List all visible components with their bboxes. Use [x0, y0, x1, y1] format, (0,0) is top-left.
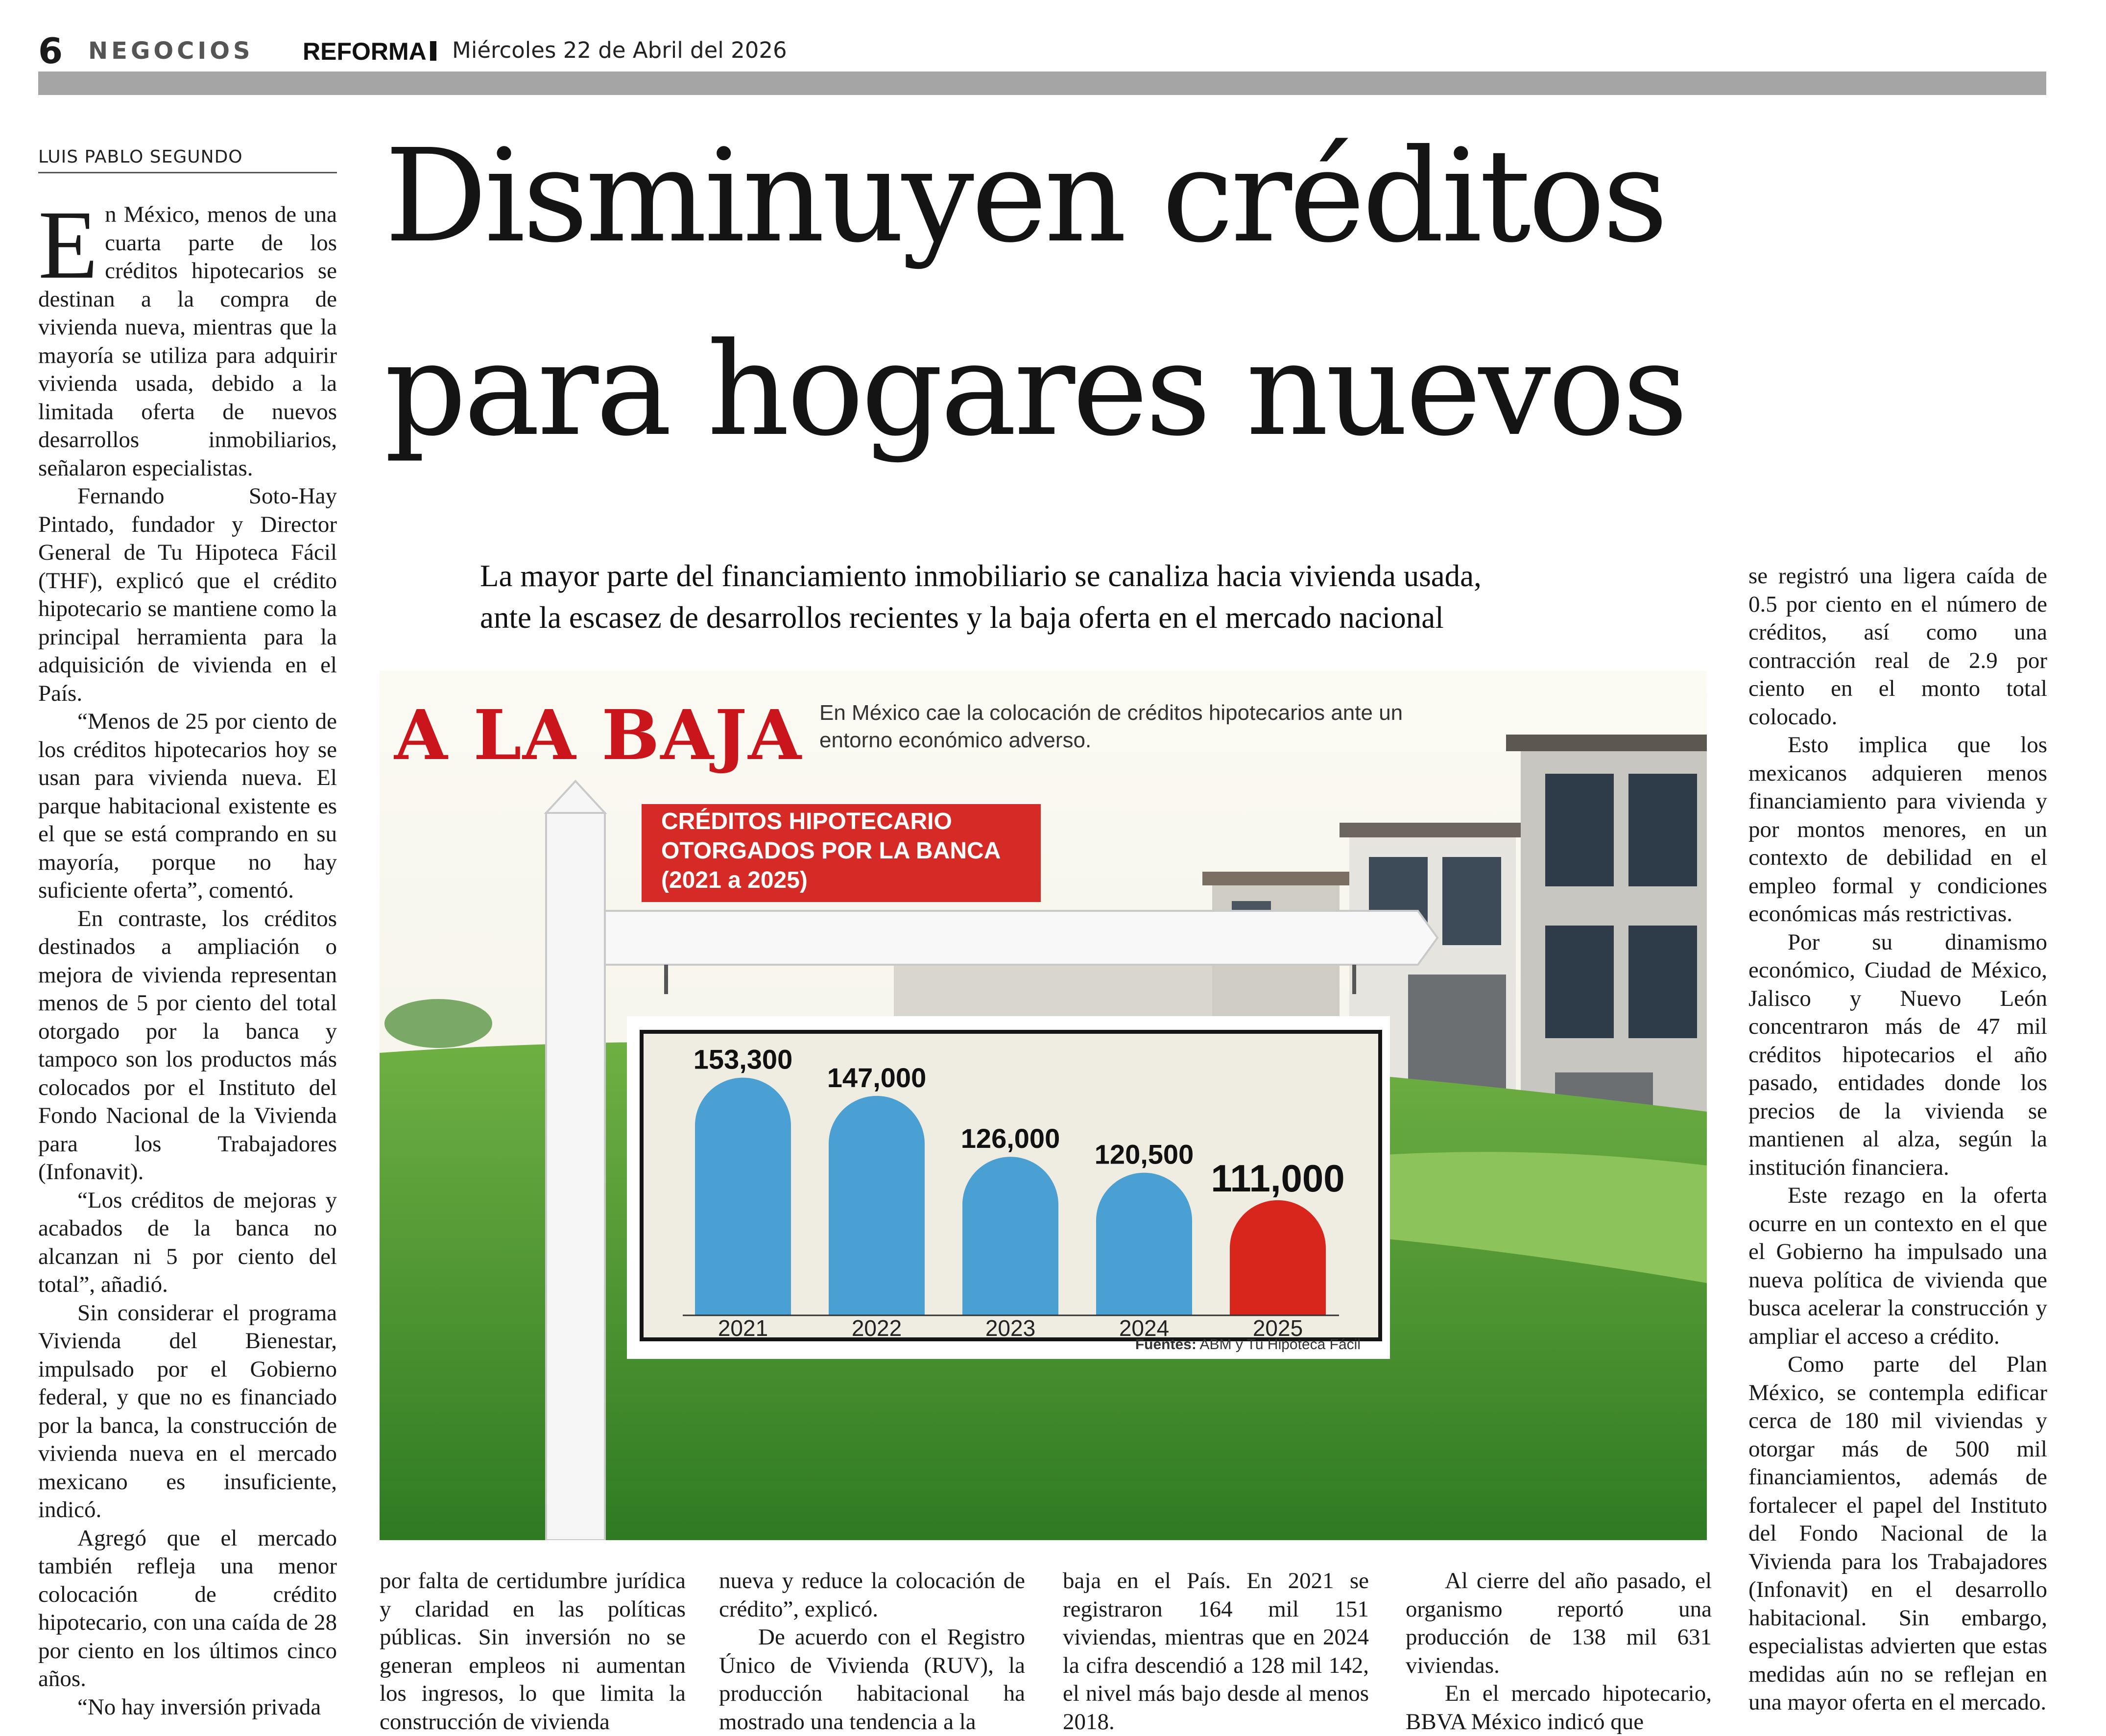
chart-panel	[640, 1030, 1382, 1341]
bar-value-label: 111,000	[1211, 1156, 1345, 1200]
sign-board	[627, 1016, 1390, 1359]
x-tick-label: 2021	[718, 1315, 768, 1337]
paragraph: Como parte del Plan México, se contempla edificar cerca de 180 mil viviendas y otorgar más de 500 mil financiamientos, además de fortalecer el papel del Instituto del Fondo Nacional de la Vivienda para los Trabajadores (Infonavit) en el desarrollo habitacional. Sin embargo, especialistas advierten que estas medidas aún no se reflejan en una mayor oferta en el mercado.	[1748, 1352, 2047, 1715]
deck-line-2: ante la escasez de desarrollos recientes y la baja oferta en el mercado nacional	[480, 600, 1444, 635]
paragraph-text: n México, menos de una cuarta parte de los créditos hipotecarios se destinan a la compra de vivienda nueva, mientras que la mayoría se utiliza para adquirir vivienda usada, debido a la limitada oferta de nuevos desarrollos inmobiliarios, señalaron especialistas.	[38, 202, 337, 481]
page-header	[38, 30, 2046, 74]
headline-line-1: Disminuyen créditos	[384, 121, 1666, 271]
chart-title-line-2: OTORGADOS POR LA BANCA	[661, 838, 1001, 864]
bar-value-label: 147,000	[827, 1062, 927, 1093]
article-column-3	[719, 1567, 1025, 1736]
deck-line-1: La mayor parte del financiamiento inmobiliario se canaliza hacia vivienda usada,	[480, 559, 1482, 593]
paragraph	[38, 191, 337, 482]
x-tick-label: 2025	[1252, 1315, 1303, 1337]
chart-source	[1135, 1336, 1361, 1353]
paragraph: Por su dinamismo económico, Ciudad de México, Jalisco y Nuevo León concentraron más de 47 mil créditos hipotecarios el año pasado, entidades donde los precios de la vivienda se mantienen al alza, según la institución financiera.	[1748, 929, 2047, 1180]
x-tick-label: 2022	[851, 1315, 902, 1337]
article-column-2	[380, 1567, 686, 1736]
paragraph: “No hay inversión privada	[77, 1694, 321, 1720]
graphic-subtitle: En México cae la colocación de créditos hipotecarios ante un entorno económico adverso.	[819, 701, 1403, 752]
chart-title-line-3: (2021 a 2025)	[661, 867, 808, 893]
paragraph: De acuerdo con el Registro Único de Vivienda (RUV), la producción habitacional ha mostrado una tendencia a la	[719, 1624, 1025, 1735]
paragraph: Agregó que el mercado también refleja una menor colocación de crédito hipotecario, con una caída de 28 por ciento en los últimos cinco años.	[38, 1525, 337, 1691]
bar-value-label: 126,000	[960, 1123, 1060, 1154]
bar-2024	[1096, 1173, 1192, 1315]
source-label: Fuentes:	[1135, 1336, 1197, 1353]
paragraph: Sin considerar el programa Vivienda del Bienestar, impulsado por el Gobierno federal, y que no es financiado por la banca, la construcción de vivienda nueva en el mercado mexicano es insuficiente, indicó.	[38, 1300, 337, 1522]
section-name: NEGOCIOS	[88, 37, 254, 65]
bar-2025	[1230, 1200, 1326, 1315]
chart-title-line-1: CRÉDITOS HIPOTECARIO	[661, 809, 952, 834]
article-column-5	[1406, 1567, 1712, 1736]
bar-2023	[962, 1157, 1058, 1315]
paragraph: Fernando Soto-Hay Pintado, fundador y Director General de Tu Hipoteca Fácil (THF), explicó que el crédito hipotecario se mantiene como la principal herramienta para la adquisición de vivienda en el País.	[38, 483, 337, 706]
graphic-title: A LA BAJA	[394, 695, 802, 776]
paragraph: se registró una ligera caída de 0.5 por ciento en el número de créditos, así como una contracción real de 2.9 por ciento en el monto total colocado.	[1748, 563, 2047, 730]
bar-2022	[829, 1096, 925, 1315]
source-text: ABM y Tu Hipoteca Fácil	[1199, 1336, 1361, 1353]
paragraph: Al cierre del año pasado, el organismo reportó una producción de 138 mil 631 viviendas.	[1406, 1568, 1712, 1678]
paragraph: “Los créditos de mejoras y acabados de la banca no alcanzan ni 5 por ciento del total”, añadió.	[38, 1187, 337, 1297]
paragraph: En el mercado hipotecario, BBVA México indicó que	[1406, 1681, 1712, 1735]
header-rule	[38, 71, 2046, 95]
header-separator	[430, 41, 436, 61]
paragraph: Esto implica que los mexicanos adquieren menos financiamiento para vivienda y por montos menores, en un contexto de debilidad en el empleo formal y condiciones económicas más restrictivas.	[1748, 732, 2047, 927]
page-number: 6	[38, 30, 63, 71]
drop-cap: E	[38, 191, 98, 299]
issue-date: Miércoles 22 de Abril del 2026	[452, 37, 787, 63]
chart-title-box	[642, 804, 1041, 902]
x-tick-label: 2023	[985, 1315, 1036, 1337]
paragraph: Este rezago en la oferta ocurre en un contexto en el que el Gobierno ha impulsado una nueva política de vivienda que busca acelerar la construcción y ampliar el acceso a crédito.	[1748, 1183, 2047, 1349]
byline: LUIS PABLO SEGUNDO	[38, 147, 337, 173]
paragraph: por falta de certidumbre jurídica y claridad en las políticas públicas. Sin inversión no se generan empleos ni aumentan los ingresos, lo que limita la construcción de vivienda	[380, 1568, 686, 1735]
article-column-right	[1748, 562, 2047, 1717]
paragraph: “Menos de 25 por ciento de los créditos hipotecarios hoy se usan para vivienda nueva. El parque habitacional existente es el que se está comprando en su mayoría, porque no hay suficiente oferta”, comentó.	[38, 709, 337, 903]
x-tick-label: 2024	[1119, 1315, 1170, 1337]
bar-chart	[644, 1034, 1378, 1337]
article-column-left	[38, 191, 337, 1721]
bar-value-label: 153,300	[693, 1044, 793, 1075]
paragraph: nueva y reduce la colocación de crédito”, explicó.	[719, 1568, 1025, 1622]
paragraph: En contraste, los créditos destinados a ampliación o mejora de vivienda representan menos de 5 por ciento del total otorgado por la banca y tampoco son los productos más colocados por el Instituto del Fondo Nacional de la Vivienda para los Trabajadores (Infonavit).	[38, 905, 337, 1185]
infographic	[380, 671, 1707, 1540]
headline-line-2: para hogares nuevos	[384, 315, 1685, 464]
bar-2021	[695, 1078, 791, 1315]
bar-value-label: 120,500	[1094, 1139, 1194, 1170]
article-column-4	[1063, 1567, 1369, 1736]
paragraph: baja en el País. En 2021 se registraron 164 mil 151 viviendas, mientras que en 2024 la cifra descendió a 128 mil 142, el nivel más bajo desde al menos 2018.	[1063, 1568, 1369, 1735]
newspaper-name: REFORMA	[303, 38, 427, 65]
